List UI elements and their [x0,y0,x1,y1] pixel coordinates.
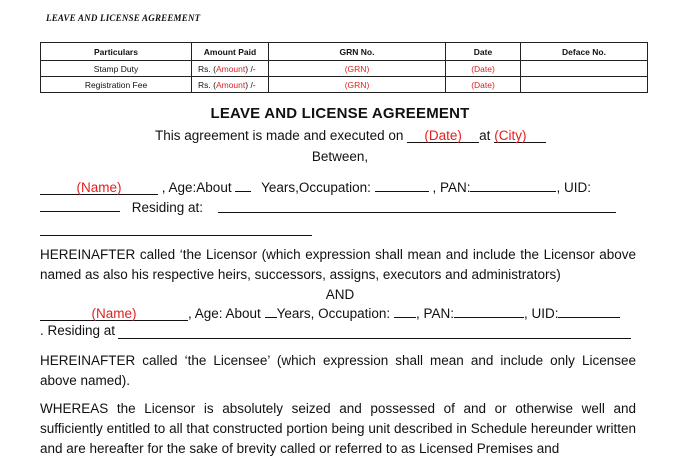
licensor-pan-blank [470,177,556,192]
column-header: Amount Paid [192,43,269,61]
intro-text: This agreement is made and executed on [155,128,404,143]
deface-cell [521,61,648,77]
licensor-occupation-label: Years,Occupation: [261,180,371,195]
grn-cell: (GRN) [269,61,446,77]
whereas-clause: WHEREAS the Licensor is absolutely seized and possessed of and or otherwise well and sufficiently entitled to all that constructed portion being unit described in Schedule hereunder written and are hereafter for the sake of brevity called or referred to as Licensed Premises and [40,401,636,456]
licensor-pan-label: , PAN: [432,180,471,195]
licensor-age-label: , Age:About [161,180,232,195]
licensor-address-blank-2 [40,235,312,236]
licensee-line [40,303,620,321]
licensor-uid-blank [40,197,120,212]
between-label: Between, [311,149,369,164]
licensee-age-blank [265,303,277,318]
licensee-name-blank [40,306,188,321]
licensee-address-blank [118,338,631,339]
licensor-residing-label: Residing at: [131,200,204,215]
particulars-cell: Stamp Duty [41,61,192,77]
licensee-occupation-label: Years, Occupation: [276,306,391,321]
amount-placeholder: Amount [215,63,246,74]
city-placeholder: (City) [494,128,527,143]
licensor-clause: HEREINAFTER called ‘the Licensor (which expression shall mean and include the Licensor above named as also his respective heirs, successors, assigns, executors and administrators) [40,247,636,282]
amount-placeholder: Amount [215,79,246,90]
amount-suffix: ) /- [245,63,256,74]
amount-cell [192,77,269,93]
amount-prefix: Rs. ( [198,63,216,74]
column-header: GRN No. [269,43,446,61]
licensee-residing-line [40,323,115,338]
licensee-occupation-blank [394,303,416,318]
licensor-name-placeholder: (Name) [76,180,122,195]
licensor-occupation-blank [375,177,429,192]
licensor-uid-label: , UID: [556,180,591,195]
licensee-pan-label: , PAN: [415,306,454,321]
licensee-uid-label: , UID: [523,306,559,321]
column-header: Date [446,43,521,61]
date-cell: (Date) [446,77,521,93]
licensor-address-blank [218,212,616,213]
fees-table-header [41,43,648,61]
licensee-name-placeholder: (Name) [91,306,137,321]
column-header: Deface No. [521,43,648,61]
amount-suffix: ) /- [245,79,256,90]
licensee-age-label: , Age: About [188,306,261,321]
city-blank [494,128,546,143]
amount-cell [192,61,269,77]
column-header: Particulars [41,43,192,61]
table-row [41,77,648,93]
licensee-uid-blank [558,303,620,318]
deface-cell [521,77,648,93]
table-row [41,61,648,77]
date-blank [407,128,479,143]
licensee-pan-blank [454,303,524,318]
licensor-residing-line [40,197,203,215]
licensor-name-blank [40,180,158,195]
agreement-title: LEAVE AND LICENSE AGREEMENT [210,105,470,122]
amount-prefix: Rs. ( [198,79,216,90]
particulars-cell: Registration Fee [41,77,192,93]
grn-cell: (GRN) [269,77,446,93]
date-placeholder: (Date) [424,128,462,143]
at-word: at [479,128,491,143]
licensee-residing-label: . Residing at [40,323,116,338]
licensor-age-blank [235,177,251,192]
date-cell: (Date) [446,61,521,77]
intro-line [155,128,546,143]
licensee-clause: HEREINAFTER called ‘the Licensee’ (which expression shall mean and include only Licensee above named). [40,353,636,388]
and-label: AND [325,287,355,302]
document-header-label: LEAVE AND LICENSE AGREEMENT [46,13,201,23]
licensor-line [40,177,591,195]
fees-table [40,42,648,93]
